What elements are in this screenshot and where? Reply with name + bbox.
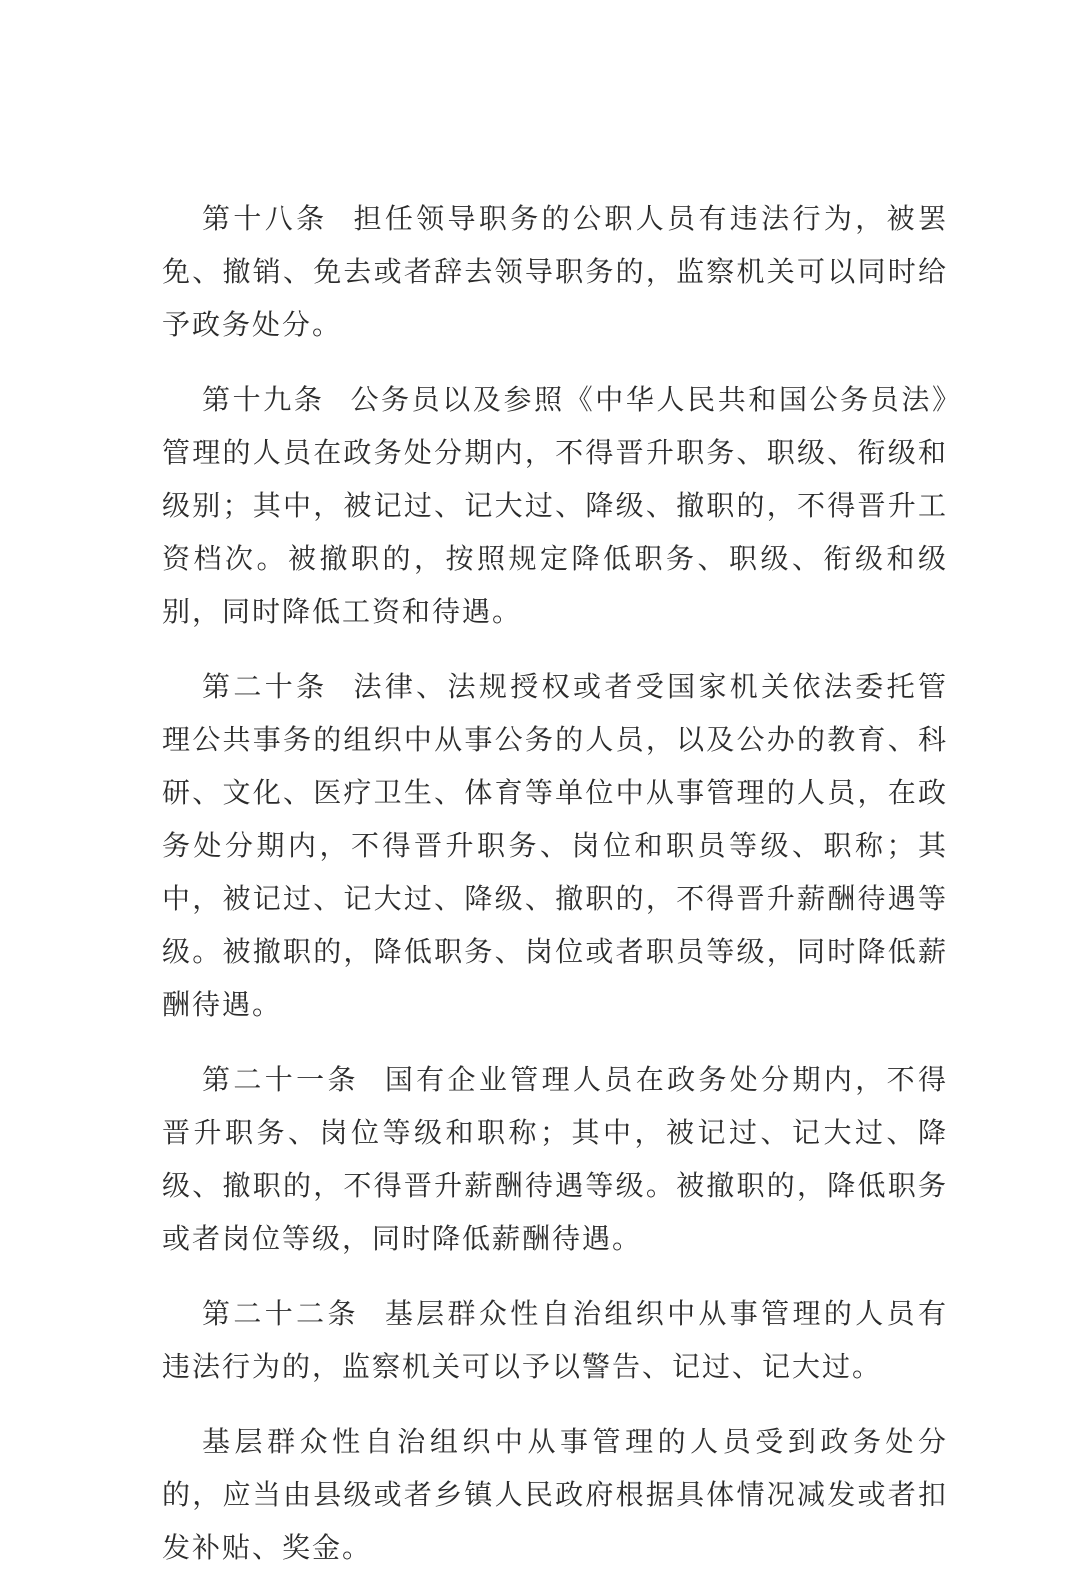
article-18 xyxy=(162,192,948,351)
article-number: 第二十条 xyxy=(202,670,328,703)
article-20 xyxy=(162,660,948,1031)
article-number: 第二十一条 xyxy=(202,1063,359,1096)
document-body xyxy=(162,192,948,1596)
article-number: 第十八条 xyxy=(202,202,328,235)
article-text: 担任领导职务的公职人员有违法行为，被罢免、撤销、免去或者辞去领导职务的，监察机关可以同时给予政务处分。 xyxy=(162,202,948,341)
article-19 xyxy=(162,373,948,638)
article-text: 公务员以及参照《中华人民共和国公务员法》管理的人员在政务处分期内，不得晋升职务、职级、衔级和级别；其中，被记过、记大过、降级、撤职的，不得晋升工资档次。被撤职的，按照规定降低职务、职级、衔级和级别，同时降低工资和待遇。 xyxy=(162,383,948,628)
article-text: 基层群众性自治组织中从事管理的人员有违法行为的，监察机关可以予以警告、记过、记大过。 xyxy=(162,1297,948,1383)
article-number: 第二十二条 xyxy=(202,1297,359,1330)
article-text: 法律、法规授权或者受国家机关依法委托管理公共事务的组织中从事公务的人员，以及公办的教育、科研、文化、医疗卫生、体育等单位中从事管理的人员，在政务处分期内，不得晋升职务、岗位和职员等级、职称；其中，被记过、记大过、降级、撤职的，不得晋升薪酬待遇等级。被撤职的，降低职务、岗位或者职员等级，同时降低薪酬待遇。 xyxy=(162,670,948,1021)
article-21 xyxy=(162,1053,948,1265)
article-22 xyxy=(162,1287,948,1393)
closing-paragraph: 基层群众性自治组织中从事管理的人员受到政务处分的，应当由县级或者乡镇人民政府根据具体情况减发或者扣发补贴、奖金。 xyxy=(162,1425,948,1564)
article-number: 第十九条 xyxy=(202,383,325,416)
article-text: 国有企业管理人员在政务处分期内，不得晋升职务、岗位等级和职称；其中，被记过、记大过、降级、撤职的，不得晋升薪酬待遇等级。被撤职的，降低职务或者岗位等级，同时降低薪酬待遇。 xyxy=(162,1063,948,1255)
